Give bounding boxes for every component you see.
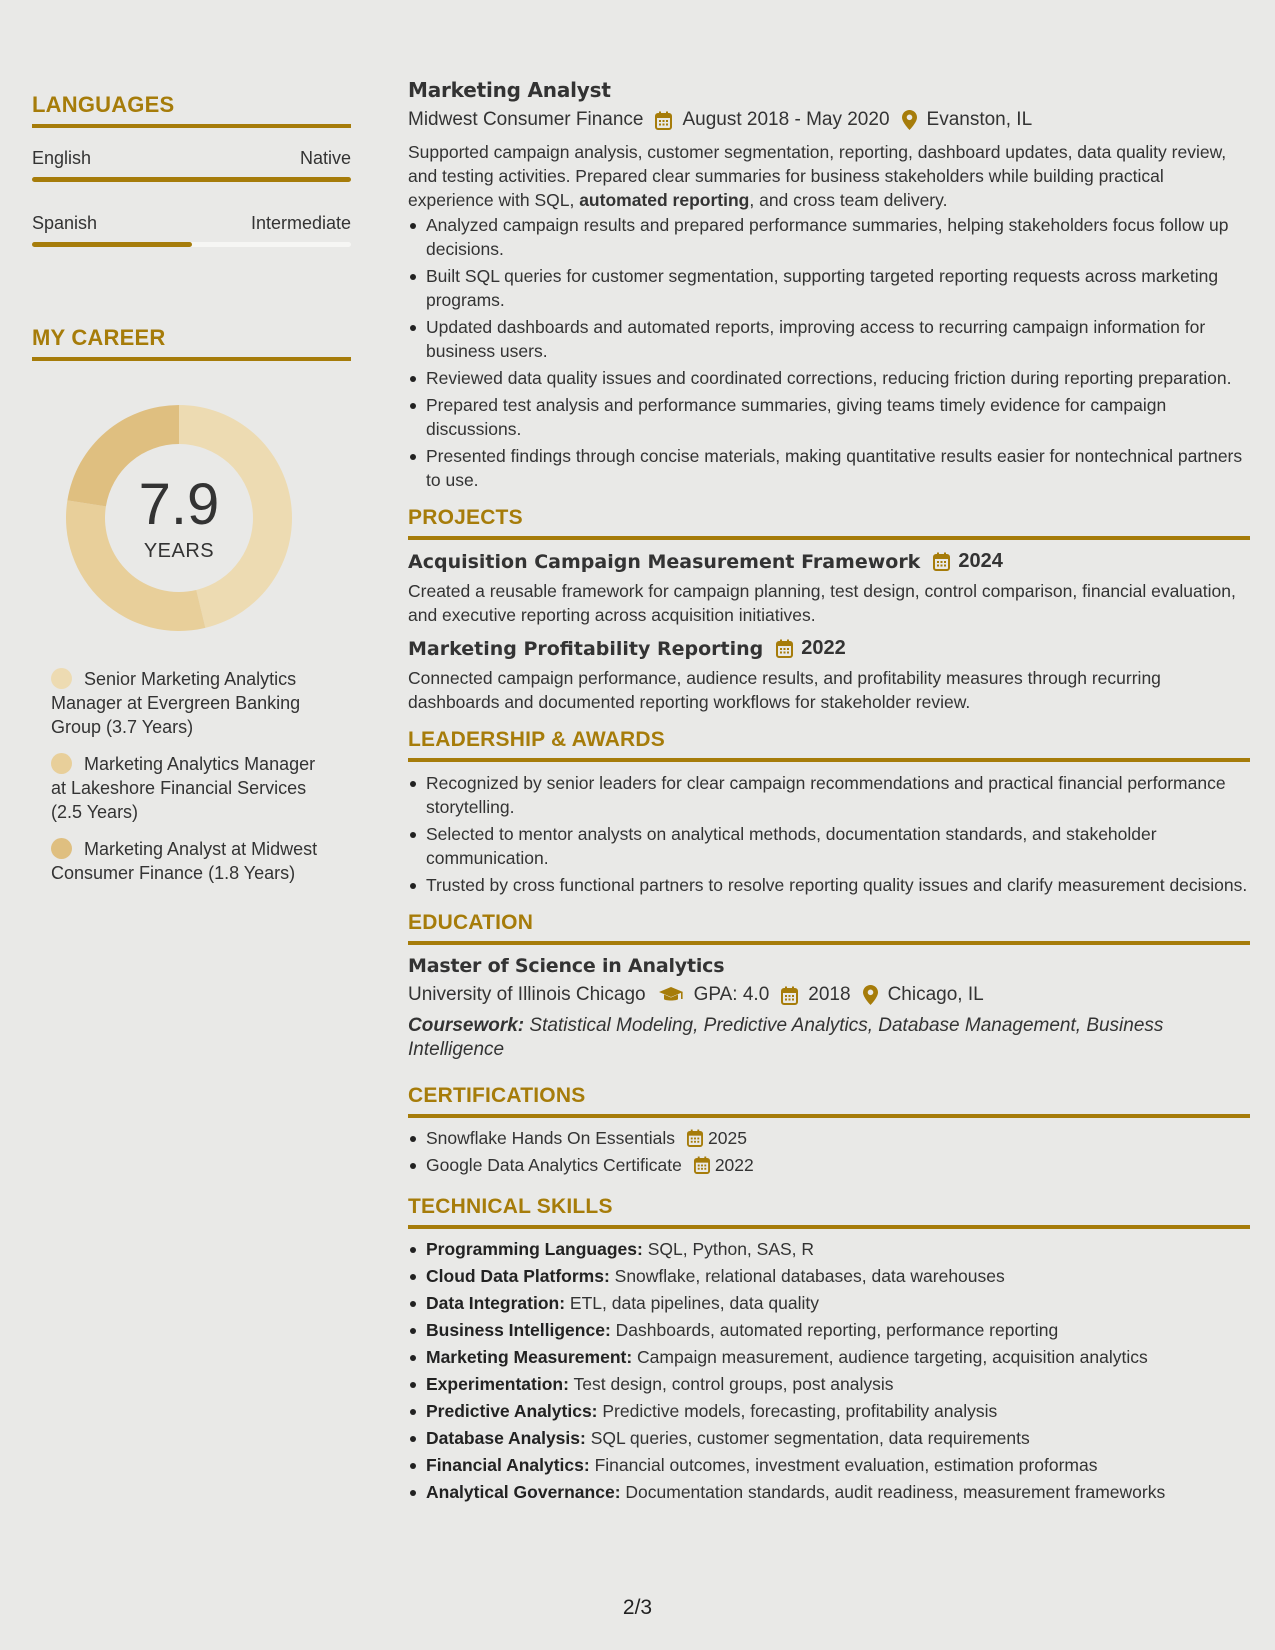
language-proficiency-bar (32, 177, 351, 182)
skill-category: Data Integration: (426, 1293, 566, 1313)
skill-category: Predictive Analytics: (426, 1401, 598, 1421)
career-heading: MY CAREER (32, 325, 166, 350)
job-bullet: Reviewed data quality issues and coordinated corrections, reducing friction during reporting preparation. (408, 366, 1250, 390)
skill-item (408, 1453, 1250, 1477)
certifications-rule (408, 1114, 1250, 1118)
skill-category: Business Intelligence: (426, 1320, 611, 1340)
leadership-item: Trusted by cross functional partners to resolve reporting quality issues and clarify measurement decisions. (408, 873, 1250, 897)
career-rule (32, 357, 351, 361)
projects-section (408, 506, 1250, 714)
job-bullets (408, 213, 1250, 492)
job-summary-text-end: , and cross team delivery. (749, 190, 948, 210)
job-bullet: Prepared test analysis and performance summaries, giving teams timely evidence for campaign discussions. (408, 393, 1250, 441)
education-heading: EDUCATION (408, 911, 534, 934)
coursework-label: Coursework: (408, 1015, 525, 1036)
language-proficiency-fill (32, 242, 192, 247)
skill-item (408, 1399, 1250, 1423)
skill-item (408, 1426, 1250, 1450)
projects-heading: PROJECTS (408, 506, 523, 529)
career-donut-center (66, 405, 292, 631)
skill-values: Predictive models, forecasting, profitability analysis (597, 1401, 998, 1421)
project-name: Marketing Profitability Reporting (408, 637, 764, 660)
calendar-icon (694, 1156, 710, 1174)
job-summary-text: Supported campaign analysis, customer segmentation, reporting, dashboard updates, data quality review, and testing activities. Prepared clear summaries for business stakeholders while building practical experience with SQL, (408, 142, 1227, 210)
graduation-cap-icon (658, 986, 684, 1004)
leadership-item: Selected to mentor analysts on analytical methods, documentation standards, and stakeholder communication. (408, 822, 1250, 870)
sidebar (32, 92, 351, 898)
certification-year: 2025 (708, 1128, 747, 1148)
languages-heading: LANGUAGES (32, 92, 175, 117)
skill-category: Database Analysis: (426, 1428, 586, 1448)
legend-label: Marketing Analytics Manager at Lakeshore Financial Services (2.5 Years) (51, 754, 316, 822)
skill-category: Marketing Measurement: (426, 1347, 633, 1367)
calendar-icon (687, 1129, 703, 1147)
skill-item (408, 1291, 1250, 1315)
legend-swatch (51, 753, 72, 774)
skill-category: Financial Analytics: (426, 1455, 590, 1475)
project-description: Created a reusable framework for campaign planning, test design, control comparison, financial evaluation, and executive reporting across acquisition initiatives. (408, 581, 1236, 625)
job-location: Evanston, IL (926, 109, 1033, 130)
project-item (408, 637, 1250, 714)
skill-values: Snowflake, relational databases, data warehouses (609, 1266, 1005, 1286)
project-item (408, 550, 1250, 627)
skill-values: Campaign measurement, audience targeting, acquisition analytics (632, 1347, 1148, 1367)
skill-values: ETL, data pipelines, data quality (565, 1293, 819, 1313)
calendar-icon (655, 111, 672, 130)
job-dates: August 2018 - May 2020 (682, 109, 890, 130)
degree-title: Master of Science in Analytics (408, 955, 725, 977)
skill-category: Programming Languages: (426, 1239, 643, 1259)
job-meta (408, 109, 1250, 131)
skill-category: Cloud Data Platforms: (426, 1266, 610, 1286)
career-years-unit: YEARS (143, 539, 215, 562)
language-level: Native (299, 148, 351, 168)
location-pin-icon (863, 985, 878, 1005)
leadership-item: Recognized by senior leaders for clear campaign recommendations and practical financial performance storytelling. (408, 771, 1250, 819)
career-legend-item (51, 837, 332, 885)
calendar-icon (776, 639, 793, 658)
skill-item (408, 1237, 1250, 1261)
skill-values: Financial outcomes, investment evaluation, estimation proformas (589, 1455, 1098, 1475)
certifications-heading: CERTIFICATIONS (408, 1084, 586, 1107)
main-content (408, 78, 1250, 1507)
skill-category: Analytical Governance: (426, 1482, 621, 1502)
skill-values: Documentation standards, audit readiness, measurement frameworks (620, 1482, 1166, 1502)
experience-entry (408, 78, 1250, 492)
languages-section (32, 92, 351, 247)
certification-name: Snowflake Hands On Essentials (426, 1128, 676, 1148)
job-summary-highlight: automated reporting (579, 190, 750, 210)
skills-rule (408, 1225, 1250, 1229)
location-pin-icon (902, 110, 917, 130)
job-bullet: Analyzed campaign results and prepared performance summaries, helping stakeholders focus follow up decisions. (408, 213, 1250, 261)
graduation-year: 2018 (808, 984, 851, 1005)
language-proficiency-fill (32, 177, 351, 182)
career-legend-item (51, 667, 332, 739)
leadership-list (408, 771, 1250, 897)
skills-heading: TECHNICAL SKILLS (408, 1195, 613, 1218)
job-bullet: Updated dashboards and automated reports, improving access to recurring campaign information for business users. (408, 315, 1250, 363)
education-meta (408, 984, 1250, 1006)
school-name: University of Illinois Chicago (408, 984, 646, 1005)
skill-values: SQL, Python, SAS, R (642, 1239, 815, 1259)
skill-item (408, 1318, 1250, 1342)
job-bullet: Presented findings through concise materials, making quantitative results easier for nontechnical partners to use. (408, 444, 1250, 492)
legend-swatch (51, 668, 72, 689)
company-name: Midwest Consumer Finance (408, 109, 644, 130)
calendar-icon (933, 552, 950, 571)
projects-rule (408, 536, 1250, 540)
language-level: Intermediate (250, 213, 351, 233)
leadership-heading: LEADERSHIP & AWARDS (408, 728, 665, 751)
project-name: Acquisition Campaign Measurement Framework (408, 550, 921, 573)
career-section (32, 325, 351, 885)
language-item (32, 148, 351, 182)
certification-year: 2022 (714, 1155, 754, 1175)
job-title: Marketing Analyst (408, 78, 611, 102)
career-donut-chart (66, 405, 292, 631)
skill-values: Dashboards, automated reporting, performance reporting (610, 1320, 1059, 1340)
leadership-rule (408, 758, 1250, 762)
job-summary (408, 140, 1250, 212)
project-description: Connected campaign performance, audience results, and profitability measures through recurring dashboards and documented reporting workflows for stakeholder review. (408, 668, 1161, 712)
education-section (408, 911, 1250, 1062)
calendar-icon (781, 986, 798, 1005)
skill-item (408, 1345, 1250, 1369)
languages-rule (32, 124, 351, 128)
language-item (32, 213, 351, 247)
skills-section (408, 1195, 1250, 1504)
career-legend (32, 667, 332, 885)
skill-item (408, 1372, 1250, 1396)
career-total-years: 7.9 (138, 471, 220, 537)
skill-values: SQL queries, customer segmentation, data requirements (585, 1428, 1030, 1448)
education-rule (408, 941, 1250, 945)
project-year: 2024 (958, 550, 1003, 572)
certification-name: Google Data Analytics Certificate (426, 1155, 682, 1175)
legend-label: Marketing Analyst at Midwest Consumer Finance (1.8 Years) (51, 839, 318, 883)
skill-item (408, 1480, 1250, 1504)
certifications-section (408, 1084, 1250, 1177)
skill-category: Experimentation: (426, 1374, 569, 1394)
page-number: 2/3 (622, 1596, 653, 1619)
coursework (408, 1014, 1250, 1062)
skills-list (408, 1237, 1250, 1504)
coursework-list: Statistical Modeling, Predictive Analytics, Database Management, Business Intelligence (408, 1015, 1164, 1060)
language-name: Spanish (32, 213, 98, 233)
skill-item (408, 1264, 1250, 1288)
gpa: GPA: 4.0 (693, 984, 770, 1005)
certification-item (408, 1153, 1250, 1177)
legend-swatch (51, 838, 72, 859)
career-legend-item (51, 752, 332, 824)
legend-label: Senior Marketing Analytics Manager at Evergreen Banking Group (3.7 Years) (51, 669, 301, 737)
skill-values: Test design, control groups, post analysis (568, 1374, 894, 1394)
leadership-section (408, 728, 1250, 897)
language-proficiency-bar (32, 242, 351, 247)
certification-item (408, 1126, 1250, 1150)
certifications-list (408, 1126, 1250, 1177)
project-year: 2022 (801, 637, 846, 659)
school-location: Chicago, IL (887, 984, 984, 1005)
language-name: English (32, 148, 92, 168)
job-bullet: Built SQL queries for customer segmentation, supporting targeted reporting requests across marketing programs. (408, 264, 1250, 312)
